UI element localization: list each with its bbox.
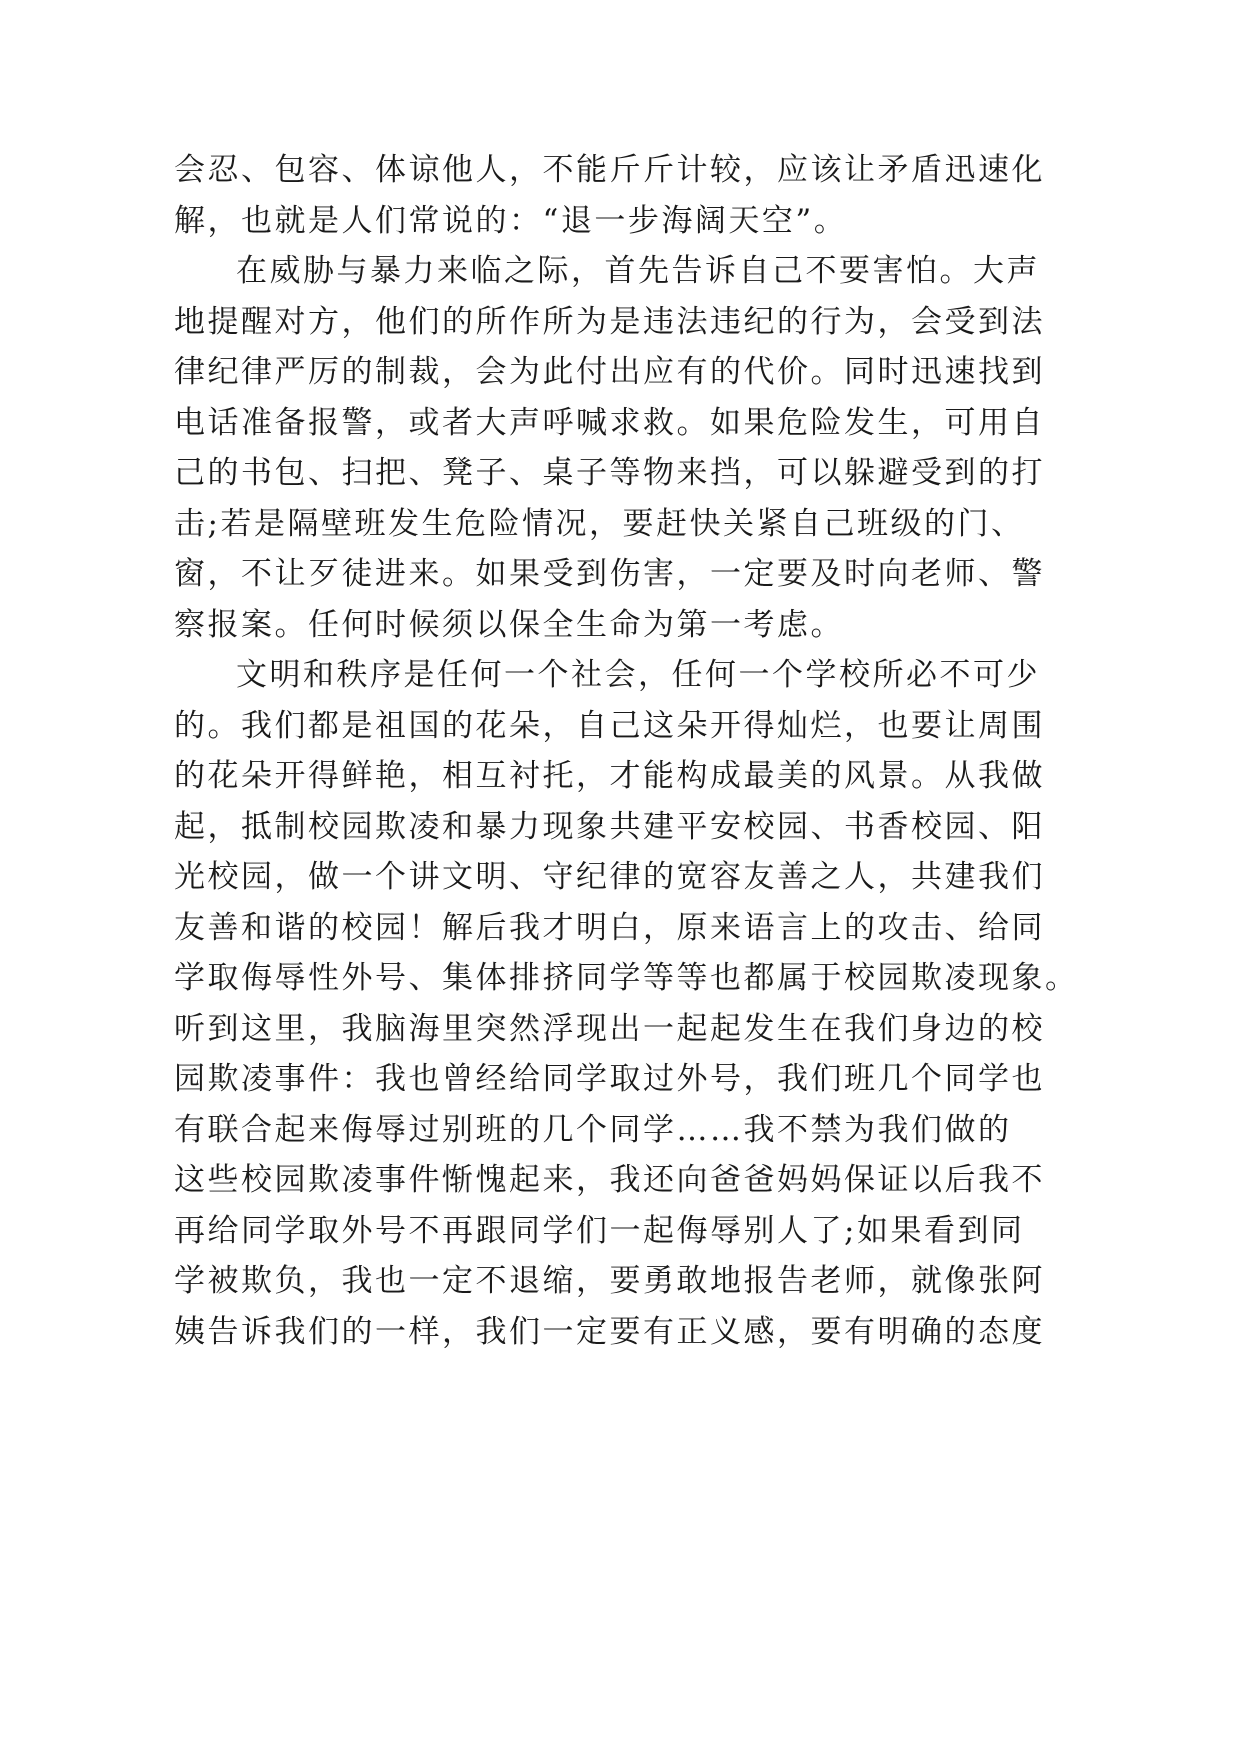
text-line: 学取侮辱性外号、集体排挤同学等等也都属于校园欺凌现象。 bbox=[174, 960, 1079, 996]
text-line: 光校园，做一个讲文明、守纪律的宽容友善之人，共建我们 bbox=[174, 859, 1045, 895]
text-line: 律纪律严厉的制裁，会为此付出应有的代价。同时迅速找到 bbox=[174, 354, 1045, 390]
text-line: 园欺凌事件：我也曾经给同学取过外号，我们班几个同学也 bbox=[174, 1061, 1045, 1097]
text-line: 这些校园欺凌事件惭愧起来，我还向爸爸妈妈保证以后我不 bbox=[174, 1162, 1045, 1198]
text-line: 起，抵制校园欺凌和暴力现象共建平安校园、书香校园、阳 bbox=[174, 808, 1045, 845]
text-line: 听到这里，我脑海里突然浮现出一起起发生在我们身边的校 bbox=[174, 1010, 1045, 1047]
text-line: 击;若是隔壁班发生危险情况，要赶快关紧自己班级的门、 bbox=[174, 505, 1025, 542]
text-line: 有联合起来侮辱过别班的几个同学……我不禁为我们做的 bbox=[174, 1111, 1012, 1148]
text-line: 己的书包、扫把、凳子、桌子等物来挡，可以躲避受到的打 bbox=[174, 455, 1045, 491]
text-line: 姨告诉我们的一样，我们一定要有正义感，要有明确的态度 bbox=[174, 1313, 1045, 1350]
text-line: 的花朵开得鲜艳，相互衬托，才能构成最美的风景。从我做 bbox=[174, 758, 1045, 794]
text-line: 友善和谐的校园！解后我才明白，原来语言上的攻击、给同 bbox=[174, 909, 1045, 946]
text-line: 在威胁与暴力来临之际，首先告诉自己不要害怕。大声 bbox=[236, 253, 1040, 289]
text-line: 文明和秩序是任何一个社会，任何一个学校所必不可少 bbox=[236, 657, 1040, 693]
text-line: 窗，不让歹徒进来。如果受到伤害，一定要及时向老师、警 bbox=[174, 556, 1045, 592]
text-line: 解，也就是人们常说的：“退一步海阔天空”。 bbox=[174, 202, 848, 239]
text-line: 学被欺负，我也一定不退缩，要勇敢地报告老师，就像张阿 bbox=[174, 1263, 1045, 1299]
text-line: 会忍、包容、体谅他人，不能斤斤计较，应该让矛盾迅速化 bbox=[174, 152, 1045, 188]
text-line: 电话准备报警，或者大声呼喊求救。如果危险发生，可用自 bbox=[174, 404, 1045, 441]
text-line: 再给同学取外号不再跟同学们一起侮辱别人了;如果看到同 bbox=[174, 1212, 1025, 1249]
text-line: 地提醒对方，他们的所作所为是违法违纪的行为，会受到法 bbox=[174, 303, 1045, 340]
text-line: 察报案。任何时候须以保全生命为第一考虑。 bbox=[174, 606, 844, 643]
text-line: 的。我们都是祖国的花朵，自己这朵开得灿烂，也要让周围 bbox=[174, 707, 1045, 744]
body-text bbox=[174, 145, 1079, 1357]
